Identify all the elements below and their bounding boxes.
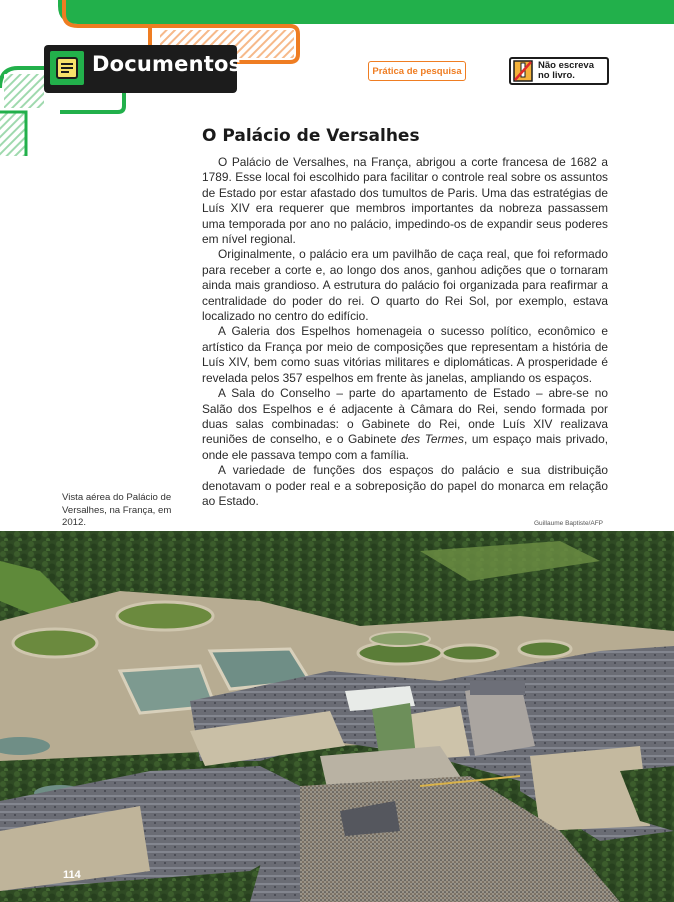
paragraph: A Galeria dos Espelhos homenageia o sucesso político, econômico e artístico da França por meio de composições que representam a história de Luís XIV, bem como suas vitórias militares e diplomáticas. A prosperidade é revelada pelos 357 espelhos em frente às janelas, ampliando os espaços. bbox=[202, 324, 608, 385]
photo-credit: Guillaume Baptiste/AFP bbox=[534, 520, 604, 527]
paragraph: O Palácio de Versalhes, na França, abrigou a corte francesa de 1682 a 1789. Esse local foi escolhido para facilitar o controle real sobre os assuntos de Estado por estar afastado dos tumultos de Paris. Uma das estratégias de Luís XIV era requerer que membros importantes da nobreza passassem uma temporada por ano no palácio, impedindo-os de expandir seus poderes em nível regional. bbox=[202, 155, 608, 247]
paragraph: A variedade de funções dos espaços do palácio e sua distribuição denotavam o poder real e a sobreposição do papel do monarca em relação ao Estado. bbox=[202, 463, 608, 508]
paragraph: Originalmente, o palácio era um pavilhão de caça real, que foi reformado para receber a corte e, ao longo dos anos, ganhou adições que o tornaram ainda mais grandioso. A estrutura do palácio foi organizada para reafirmar a centralidade do poder do rei. O quarto do Rei Sol, por exemplo, estava localizado no centro do edifício. bbox=[202, 247, 608, 324]
scroll-icon bbox=[50, 51, 84, 85]
research-practice-badge: Prática de pesquisa bbox=[368, 61, 466, 81]
versailles-aerial-photo bbox=[0, 531, 674, 902]
no-write-label: Não escreva no livro. bbox=[538, 60, 594, 81]
paragraph: A Sala do Conselho – parte do apartamento de Estado – abre-se no Salão dos Espelhos e é adjacente à Câmara do Rei, sendo formada por duas salas combinadas: o Gabinete do Rei, onde Luís XIV realizava reuniões de conselho, e o Gabinete des Termes, um espaço mais privado, onde ele passava tempo com a família. bbox=[202, 386, 609, 462]
page-number: 114 bbox=[63, 869, 81, 881]
article-title: O Palácio de Versalhes bbox=[202, 126, 420, 146]
section-title: Documentos bbox=[92, 52, 242, 76]
figure-caption: Vista aérea do Palácio de Versalhes, na França, em 2012. bbox=[62, 492, 172, 529]
article-body bbox=[202, 155, 608, 509]
crossed-pencil-icon bbox=[513, 60, 533, 82]
